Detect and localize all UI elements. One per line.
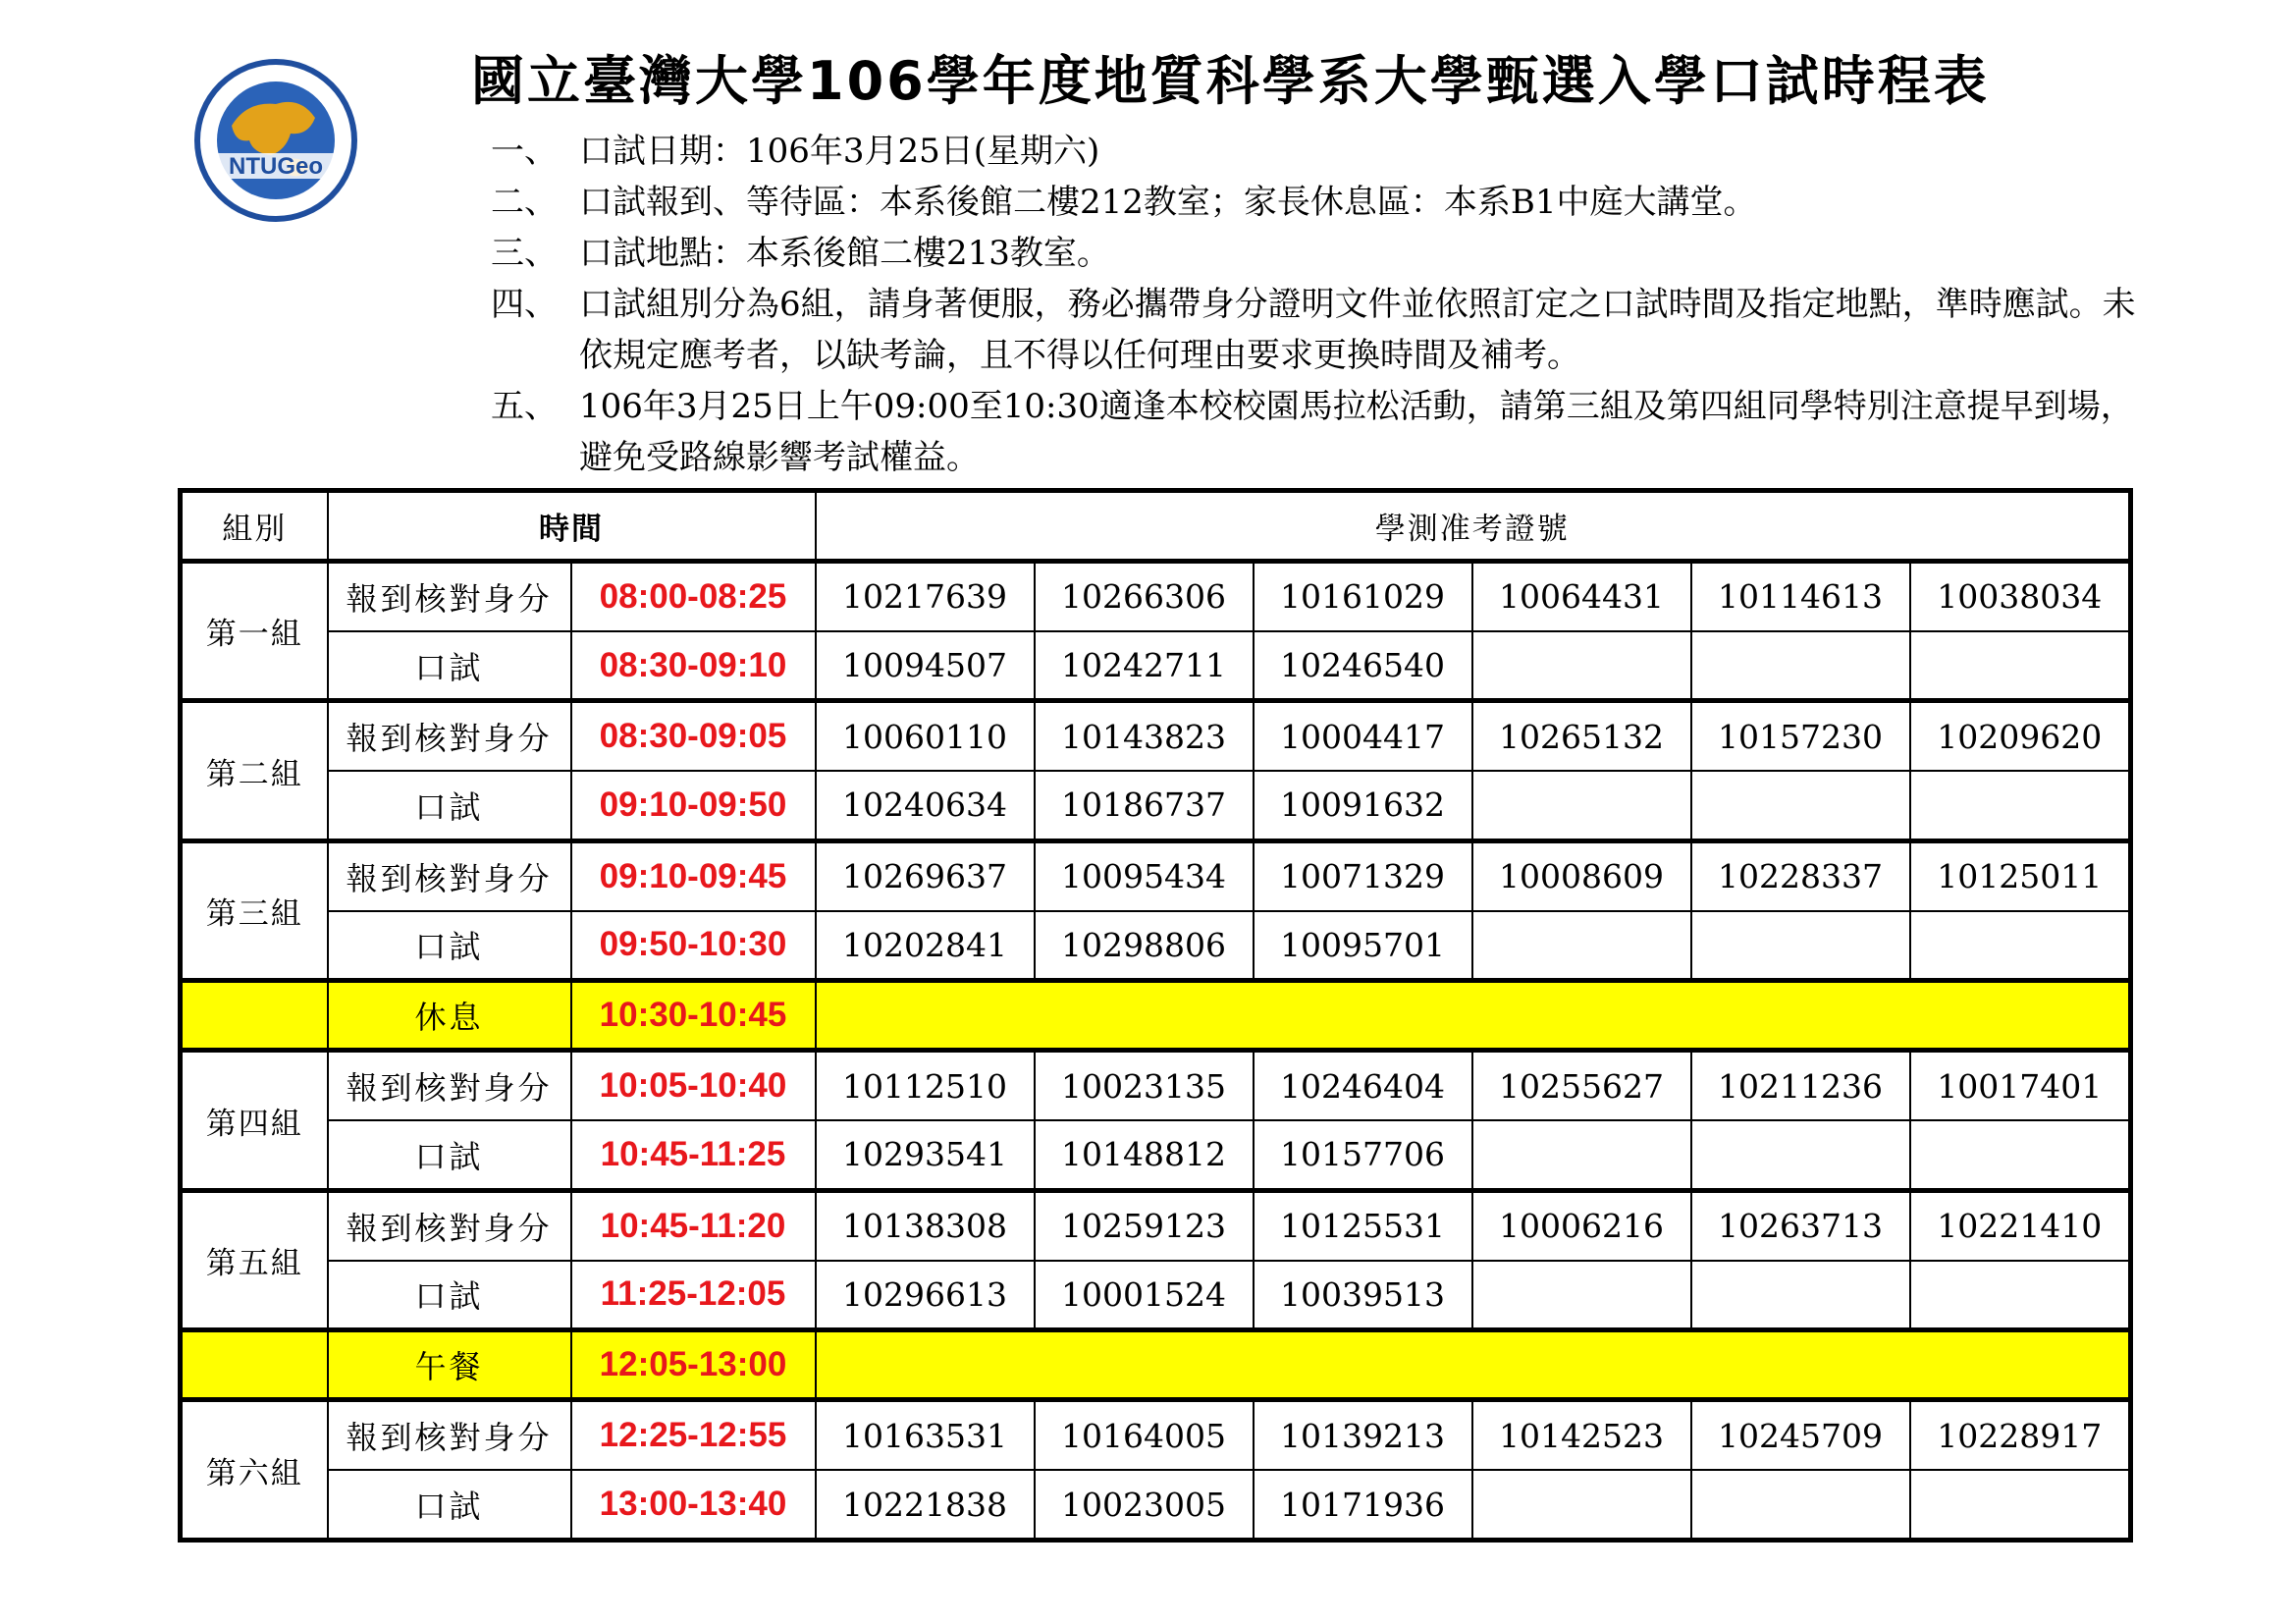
note-number: 二、: [491, 183, 558, 222]
exam-id: [1472, 631, 1691, 701]
exam-id: [1472, 771, 1691, 840]
exam-id: 10008609: [1472, 840, 1691, 910]
group-cell: [181, 1330, 328, 1400]
note-item: [491, 177, 2140, 228]
exam-id: 10228917: [1910, 1400, 2131, 1470]
table-row: [181, 1120, 2131, 1190]
note-item: [491, 279, 2140, 381]
activity-label: 午餐: [328, 1330, 571, 1400]
table-row: [181, 911, 2131, 981]
exam-id: 10246540: [1254, 631, 1472, 701]
time-range: 08:30-09:05: [571, 701, 816, 771]
exam-id: [1472, 1470, 1691, 1540]
exam-id: 10023005: [1035, 1470, 1254, 1540]
break-row: [181, 981, 2131, 1051]
ids-cell: [816, 1330, 2131, 1400]
exam-id: 10157230: [1691, 701, 1910, 771]
exam-id: [1691, 1120, 1910, 1190]
group-cell: [181, 981, 328, 1051]
activity-label: 報到核對身分: [328, 1400, 571, 1470]
exam-id: 10114613: [1691, 562, 1910, 631]
activity-label: 報到核對身分: [328, 1051, 571, 1120]
table-row: [181, 631, 2131, 701]
note-number: 四、: [491, 285, 558, 324]
exam-id: 10125011: [1910, 840, 2131, 910]
exam-id: 10163531: [816, 1400, 1035, 1470]
note-item: [491, 228, 2140, 279]
time-range: 10:05-10:40: [571, 1051, 816, 1120]
exam-id: 10164005: [1035, 1400, 1254, 1470]
table-row: [181, 1261, 2131, 1330]
table-row: [181, 701, 2131, 771]
note-text: 口試組別分為6組，請身著便服，務必攜帶身分證明文件並依照訂定之口試時間及指定地點，準時應試。未依規定應考者，以缺考論，且不得以任何理由要求更換時間及補考。: [579, 285, 2136, 375]
note-text: 口試地點：本系後館二樓213教室。: [579, 234, 1110, 273]
schedule-table: [178, 488, 2133, 1543]
group-label: 第五組: [181, 1190, 328, 1329]
exam-id: [1910, 631, 2131, 701]
exam-id: [1691, 911, 1910, 981]
break-row: [181, 1330, 2131, 1400]
exam-id: 10095701: [1254, 911, 1472, 981]
time-range: 10:30-10:45: [571, 981, 816, 1051]
exam-id: 10296613: [816, 1261, 1035, 1330]
exam-id: 10161029: [1254, 562, 1472, 631]
exam-id: 10186737: [1035, 771, 1254, 840]
activity-label: 報到核對身分: [328, 562, 571, 631]
exam-id: 10006216: [1472, 1190, 1691, 1260]
group-label: 第四組: [181, 1051, 328, 1190]
exam-id: 10242711: [1035, 631, 1254, 701]
group-label: 第二組: [181, 701, 328, 840]
exam-id: [1910, 911, 2131, 981]
exam-id: 10023135: [1035, 1051, 1254, 1120]
note-item: [491, 126, 2140, 177]
exam-id: 10209620: [1910, 701, 2131, 771]
time-range: 10:45-11:25: [571, 1120, 816, 1190]
group-label: 第六組: [181, 1400, 328, 1541]
time-range: 11:25-12:05: [571, 1261, 816, 1330]
exam-id: 10001524: [1035, 1261, 1254, 1330]
time-range: 09:10-09:50: [571, 771, 816, 840]
time-range: 12:25-12:55: [571, 1400, 816, 1470]
time-range: 10:45-11:20: [571, 1190, 816, 1260]
exam-id: 10112510: [816, 1051, 1035, 1120]
exam-id: 10246404: [1254, 1051, 1472, 1120]
exam-id: [1910, 771, 2131, 840]
table-row: [181, 840, 2131, 910]
exam-id: 10228337: [1691, 840, 1910, 910]
exam-id: [1910, 1470, 2131, 1540]
exam-id: [1472, 1261, 1691, 1330]
exam-id: [1691, 1470, 1910, 1540]
exam-id: 10240634: [816, 771, 1035, 840]
exam-id: 10060110: [816, 701, 1035, 771]
exam-id: [1472, 911, 1691, 981]
note-number: 三、: [491, 234, 558, 273]
ids-cell: [816, 981, 2131, 1051]
logo-text: NTUGeo: [229, 153, 323, 180]
exam-id: [1910, 1261, 2131, 1330]
exam-id: 10266306: [1035, 562, 1254, 631]
exam-id: 10221410: [1910, 1190, 2131, 1260]
exam-id: 10138308: [816, 1190, 1035, 1260]
note-number: 五、: [491, 387, 558, 426]
exam-id: 10211236: [1691, 1051, 1910, 1120]
exam-id: 10139213: [1254, 1400, 1472, 1470]
activity-label: 口試: [328, 911, 571, 981]
exam-id: [1910, 1120, 2131, 1190]
time-range: 09:10-09:45: [571, 840, 816, 910]
time-range: 12:05-13:00: [571, 1330, 816, 1400]
exam-id: 10259123: [1035, 1190, 1254, 1260]
exam-id: 10148812: [1035, 1120, 1254, 1190]
header-time: 時間: [328, 491, 816, 562]
exam-id: [1472, 1120, 1691, 1190]
department-logo: [192, 57, 359, 224]
exam-id: 10143823: [1035, 701, 1254, 771]
time-range: 08:00-08:25: [571, 562, 816, 631]
note-text: 口試報到、等待區：本系後館二樓212教室；家長休息區：本系B1中庭大講堂。: [579, 183, 1757, 222]
exam-id: 10038034: [1910, 562, 2131, 631]
exam-id: [1691, 771, 1910, 840]
group-label: 第三組: [181, 840, 328, 980]
activity-label: 報到核對身分: [328, 701, 571, 771]
exam-id: 10269637: [816, 840, 1035, 910]
note-text: 106年3月25日上午09:00至10:30適逢本校校園馬拉松活動，請第三組及第四組同學特別注意提早到場，避免受路線影響考試權益。: [579, 387, 2134, 477]
exam-id: 10202841: [816, 911, 1035, 981]
exam-id: 10217639: [816, 562, 1035, 631]
exam-id: 10157706: [1254, 1120, 1472, 1190]
exam-id: 10039513: [1254, 1261, 1472, 1330]
group-label: 第一組: [181, 562, 328, 701]
table-row: [181, 562, 2131, 631]
exam-id: 10298806: [1035, 911, 1254, 981]
table-row: [181, 1051, 2131, 1120]
exam-id: 10125531: [1254, 1190, 1472, 1260]
exam-id: 10095434: [1035, 840, 1254, 910]
exam-id: 10221838: [816, 1470, 1035, 1540]
exam-id: [1691, 1261, 1910, 1330]
note-number: 一、: [491, 132, 558, 171]
table-row: [181, 771, 2131, 840]
exam-id: 10142523: [1472, 1400, 1691, 1470]
activity-label: 報到核對身分: [328, 840, 571, 910]
table-header-row: [181, 491, 2131, 562]
header-group: 組別: [181, 491, 328, 562]
table-row: [181, 1400, 2131, 1470]
table-row: [181, 1470, 2131, 1540]
note-item: [491, 381, 2140, 483]
time-range: 09:50-10:30: [571, 911, 816, 981]
time-range: 08:30-09:10: [571, 631, 816, 701]
exam-id: 10255627: [1472, 1051, 1691, 1120]
time-range: 13:00-13:40: [571, 1470, 816, 1540]
exam-id: 10071329: [1254, 840, 1472, 910]
activity-label: 報到核對身分: [328, 1190, 571, 1260]
exam-id: 10091632: [1254, 771, 1472, 840]
activity-label: 口試: [328, 1120, 571, 1190]
exam-id: 10064431: [1472, 562, 1691, 631]
exam-id: 10004417: [1254, 701, 1472, 771]
page-title: 國立臺灣大學106學年度地質科學系大學甄選入學口試時程表: [471, 50, 1990, 112]
activity-label: 休息: [328, 981, 571, 1051]
note-text: 口試日期：106年3月25日(星期六): [579, 132, 1100, 171]
exam-id: 10265132: [1472, 701, 1691, 771]
exam-id: 10293541: [816, 1120, 1035, 1190]
exam-id: 10171936: [1254, 1470, 1472, 1540]
exam-id: 10263713: [1691, 1190, 1910, 1260]
table-row: [181, 1190, 2131, 1260]
exam-id: 10017401: [1910, 1051, 2131, 1120]
activity-label: 口試: [328, 771, 571, 840]
activity-label: 口試: [328, 1261, 571, 1330]
activity-label: 口試: [328, 1470, 571, 1540]
header-ids: 學測准考證號: [816, 491, 2131, 562]
exam-id: 10094507: [816, 631, 1035, 701]
exam-id: 10245709: [1691, 1400, 1910, 1470]
activity-label: 口試: [328, 631, 571, 701]
notes-list: [491, 126, 2140, 483]
exam-id: [1691, 631, 1910, 701]
